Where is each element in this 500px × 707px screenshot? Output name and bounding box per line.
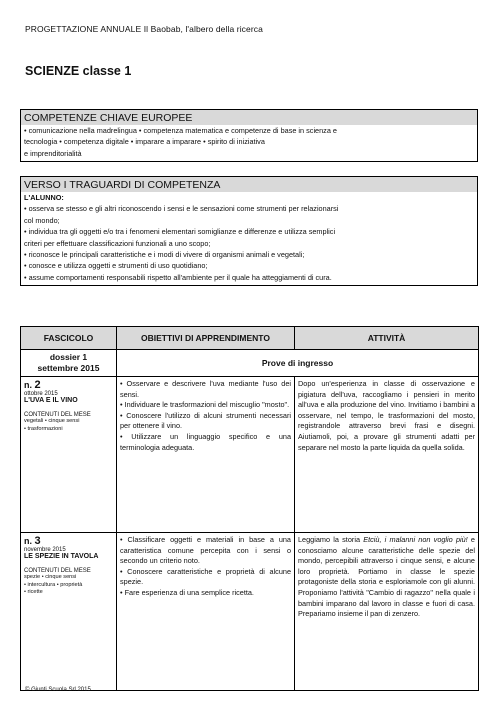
obiettivo-item: • Conoscere caratteristiche e proprietà di alcune spezie.: [120, 566, 291, 587]
fascicolo-number: 3: [34, 535, 41, 547]
fascicolo-date: novembre 2015: [24, 547, 66, 553]
header-attivita: ATTIVITÀ: [295, 327, 479, 350]
fascicolo-title: L'UVA E IL VINO: [24, 397, 78, 404]
traguardi-line: • individua tra gli oggetti e/o tra i fenomeni elementari somiglianze e differenze e utilizza semplici: [24, 227, 336, 237]
plan-table: [20, 326, 479, 691]
obiettivo-item: • Conoscere l'utilizzo di alcuni strumenti necessari per ottenere il vino.: [120, 410, 291, 431]
contenuti-heading: CONTENUTI DEL MESE: [24, 412, 91, 418]
contenuti-line: • ricette: [24, 589, 43, 595]
attivita-cell: [295, 377, 479, 533]
table-row: [21, 533, 479, 691]
obiettivo-item: • Fare esperienza di una semplice ricetta.: [120, 587, 254, 597]
traguardi-label: L'ALUNNO:: [24, 193, 64, 202]
header-fascicolo: FASCICOLO: [21, 327, 117, 350]
obiettivi-cell: [117, 377, 295, 533]
contenuti-line: spezie • cinque sensi: [24, 574, 77, 580]
table-row: [21, 350, 479, 377]
competenze-title: COMPETENZE CHIAVE EUROPEE: [21, 110, 477, 125]
fascicolo-n: n.: [24, 380, 32, 390]
attivita-text: Dopo un'esperienza in classe di osservazione e pigiatura dell'uva, raccogliamo i pensieri in merito all'uva e alla produzione del vino. Invitiamo i bambini a osservare, nel tempo, le trasformazioni del mosto, registrandole attraverso brevi frasi e disegni. Aiutiamoli, poi, a provare gli strumenti adatti per separare nel mosto la parte liquida da quella solida.: [298, 379, 475, 452]
story-title: Etciù, i malanni non voglio più!: [363, 535, 468, 544]
fascicolo-cell: [21, 377, 117, 533]
competenze-line: tecnologia • competenza digitale • imparare a imparare • spirito di iniziativa: [24, 137, 265, 147]
header-obiettivi: OBIETTIVI DI APPRENDIMENTO: [117, 327, 295, 350]
competenze-body: [21, 125, 477, 161]
competenze-line: e imprenditorialità: [24, 148, 82, 158]
traguardi-line: col mondo;: [24, 215, 60, 225]
subject-title: SCIENZE classe 1: [25, 64, 132, 78]
traguardi-line: • riconosce le principali caratteristiche e i modi di vivere di organismi animali e vegetali;: [24, 250, 305, 260]
traguardi-line: • osserva se stesso e gli altri riconoscendo i sensi e le sensazioni come strumenti per relazionarsi: [24, 204, 339, 214]
obiettivo-item: • Utilizzare un linguaggio specifico e una terminologia adeguata.: [120, 431, 291, 452]
footer-copyright: © Giunti Scuola Srl 2015: [25, 687, 91, 693]
attivita-cell: [295, 533, 479, 691]
fascicolo-date: ottobre 2015: [24, 391, 58, 397]
traguardi-body: [21, 192, 477, 285]
dossier-label: dossier 1: [49, 352, 88, 362]
attivita-text: [298, 535, 475, 620]
page-header: PROGETTAZIONE ANNUALE Il Baobab, l'albero della ricerca: [25, 24, 263, 34]
traguardi-line: • conosce e utilizza oggetti e strumenti di uso quotidiano;: [24, 261, 208, 271]
table-header-row: [21, 327, 479, 350]
obiettivo-item: • Osservare e descrivere l'uva mediante l'uso dei sensi.: [120, 379, 291, 399]
contenuti-heading: CONTENUTI DEL MESE: [24, 568, 91, 574]
fascicolo-number: 2: [34, 379, 41, 391]
obiettivo-item: • Classificare oggetti e materiali in base a una caratteristica comune percepita con i sensi o secondo un criterio noto.: [120, 535, 291, 566]
prove-ingresso: Prove di ingresso: [117, 350, 479, 377]
fascicolo-title: LE SPEZIE IN TAVOLA: [24, 553, 99, 560]
fascicolo-n: n.: [24, 536, 32, 546]
obiettivo-item: • Individuare le trasformazioni del miscuglio "mosto".: [120, 400, 290, 410]
dossier-date: settembre 2015: [37, 363, 100, 373]
table-row: [21, 377, 479, 533]
traguardi-title: VERSO I TRAGUARDI DI COMPETENZA: [21, 177, 477, 192]
attivita-post: e conosciamo alcune caratteristiche delle spezie del mondo, percepibili attraverso i cinque sensi, e alcune loro proprietà. Portiamo in classe le spezie protagoniste della storia e esploriamole con gli alunni. Proponiamo l'attività "Cambio di ragazzo" nella quale i bambini imparano dal lavoro in classe e fuori di casa. Prepariamo insieme il pan di zenzero.: [298, 535, 475, 619]
competenze-box: [20, 109, 478, 162]
competenze-line: • comunicazione nella madrelingua • competenza matematica e competenze di base in scienza e: [24, 126, 337, 135]
traguardi-box: [20, 176, 478, 286]
traguardi-line: • assume comportamenti responsabili rispetto all'ambiente per il quale ha atteggiamenti di cura.: [24, 272, 332, 282]
contenuti-line: • intercultura • proprietà: [24, 581, 83, 588]
obiettivi-cell: [117, 533, 295, 691]
fascicolo-cell: [21, 533, 117, 691]
contenuti-line: vegetali • cinque sensi: [24, 418, 80, 424]
attivita-pre: Leggiamo la storia: [298, 535, 364, 544]
traguardi-line: criteri per effettuare classificazioni funzionali a uno scopo;: [24, 238, 211, 248]
dossier-cell: [21, 350, 117, 377]
contenuti-line: • trasformazioni: [24, 425, 63, 432]
